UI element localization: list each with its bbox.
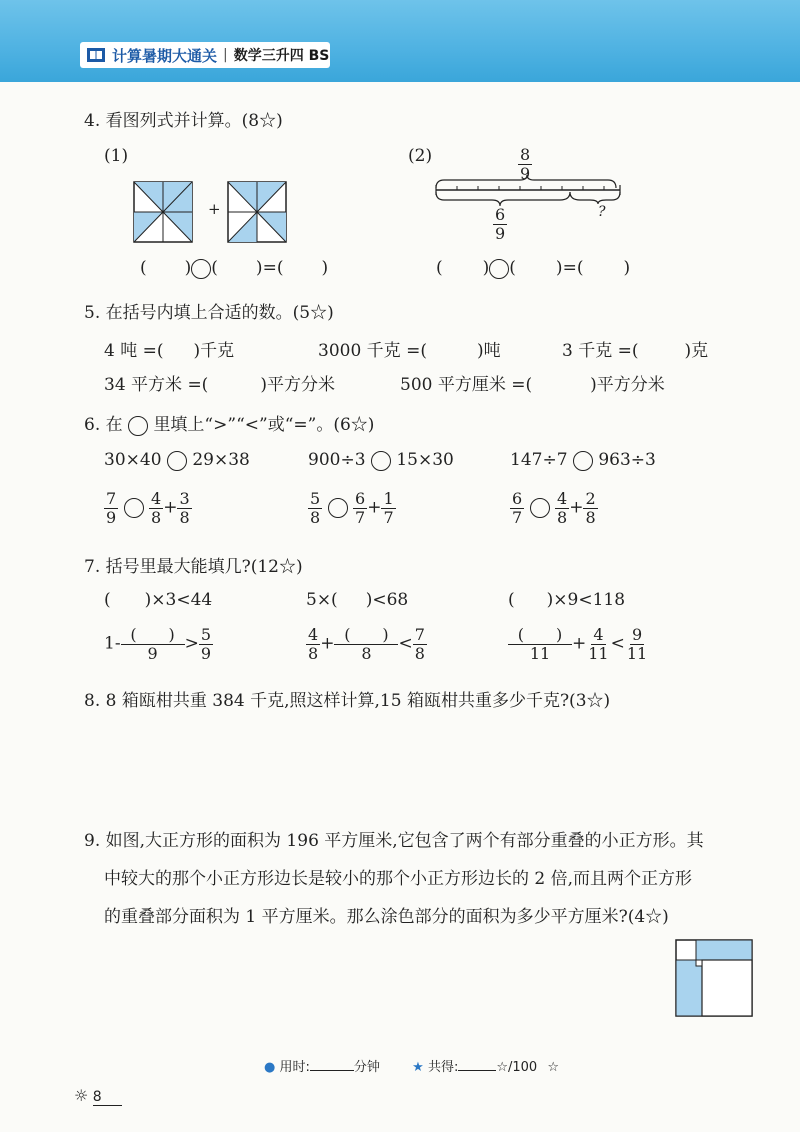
q7-row1-item1[interactable]: ( )×3<44: [104, 590, 213, 610]
q6-title-circle-icon: [128, 416, 148, 436]
q6-row1-item2[interactable]: 900÷3 15×30: [308, 450, 454, 470]
header-title: 计算暑期大通关: [112, 46, 218, 65]
footer-time-label: 用时:: [279, 1060, 310, 1075]
q6-row2-item3[interactable]: $\frac{6}{7}$ $\frac{4}{8}$ + $\frac{2}{8}$: [512, 489, 596, 527]
q4-eq2-circle[interactable]: [489, 259, 509, 279]
q9-square-figure: [674, 938, 756, 1020]
q9-line1: 9. 如图,大正方形的面积为 196 平方厘米,它包含了两个有部分重叠的小正方形。其: [84, 831, 704, 851]
q5-item-3[interactable]: 3 千克 =( )克: [562, 341, 709, 361]
q4-bottom-fraction: [493, 206, 507, 242]
q6-row2-item1[interactable]: $\frac{7}{9}$ $\frac{4}{8}$ + $\frac{3}{8}$: [106, 489, 190, 527]
q4-title: 4. 看图列式并计算。(8☆): [84, 111, 283, 131]
footer-score-total: ☆/100: [496, 1060, 538, 1075]
q4-eq2[interactable]: ( ) ( )=( ): [436, 258, 631, 278]
q5-item-2[interactable]: 3000 千克 =( )吨: [318, 341, 501, 361]
q7-row2-item2[interactable]: $\frac{4}{8}$ + $\frac{( )}{8}$ < $\frac{7}{8}$: [308, 625, 425, 663]
page-number: 8: [93, 1089, 122, 1106]
q4-plus-sign: +: [208, 200, 221, 218]
q5-item-1[interactable]: 4 吨 =( )千克: [104, 341, 235, 361]
q7-row1-item3[interactable]: ( )×9<118: [508, 590, 626, 610]
book-icon: [86, 46, 106, 64]
q4-eq1-circle[interactable]: [191, 259, 211, 279]
q5-title: 5. 在括号内填上合适的数。(5☆): [84, 303, 334, 323]
q7-row1-item2[interactable]: 5×( )<68: [306, 590, 409, 610]
star-icon: ★: [412, 1060, 424, 1075]
q8-title: 8. 8 箱瓯柑共重 384 千克,照这样计算,15 箱瓯柑共重多少千克?(3☆): [84, 691, 611, 711]
q7-row2-item1[interactable]: 1- $\frac{( )}{9}$ > $\frac{5}{9}$: [104, 625, 211, 663]
header-separator: |: [223, 47, 228, 63]
clock-icon: ●: [264, 1060, 276, 1075]
footer-score: [264, 1056, 559, 1075]
q4-part2-label: (2): [408, 146, 433, 166]
q4-top-frac-n: 8: [520, 145, 531, 164]
footer-score-label: 共得:: [427, 1060, 459, 1075]
q7-row2-item3[interactable]: $\frac{( )}{11}$ + $\frac{4}{11}$ < $\frac{9}{11}$: [508, 626, 649, 662]
q9-line3: 的重叠部分面积为 1 平方厘米。那么涂色部分的面积为多少平方厘米?(4☆): [104, 907, 669, 927]
q4-part1-label: (1): [104, 146, 129, 166]
q7-title: 7. 括号里最大能填几?(12☆): [84, 557, 303, 577]
page-header: [0, 0, 800, 82]
q4-bottom-frac-d: 9: [495, 223, 506, 243]
square-2: [228, 182, 286, 242]
q4-eq1[interactable]: ( ) ( )=( ): [140, 258, 329, 278]
footer-star: ☆: [547, 1060, 560, 1075]
header-subtitle: 数学三升四 BS: [233, 48, 330, 64]
q6-row1-item1[interactable]: 30×40 29×38: [104, 450, 250, 470]
header-ribbon: [80, 42, 330, 68]
q5-item-5[interactable]: 500 平方厘米 =( )平方分米: [400, 375, 665, 395]
q6-row2-item2[interactable]: $\frac{5}{8}$ $\frac{6}{7}$ + $\frac{1}{7}$: [310, 489, 394, 527]
q5-item-4[interactable]: 34 平方米 =( )平方分米: [104, 375, 335, 395]
q4-bottom-frac-n: 6: [495, 205, 506, 224]
q4-question-mark: ?: [598, 204, 606, 220]
time-input[interactable]: [310, 1070, 354, 1071]
q4-top-frac-d: 9: [520, 163, 531, 183]
q6-title: 6. 在 里填上“>”“<”或“=”。(6☆): [84, 415, 375, 435]
square-1: [134, 182, 192, 242]
q6-row1-item3[interactable]: 147÷7 963÷3: [510, 450, 656, 470]
score-input[interactable]: [458, 1070, 496, 1071]
footer-time-unit: 分钟: [353, 1060, 380, 1075]
sun-icon: ☼: [74, 1086, 89, 1105]
page-number-area: [74, 1086, 122, 1105]
q9-line2: 中较大的那个小正方形边长是较小的那个小正方形边长的 2 倍,而且两个正方形: [104, 869, 693, 889]
